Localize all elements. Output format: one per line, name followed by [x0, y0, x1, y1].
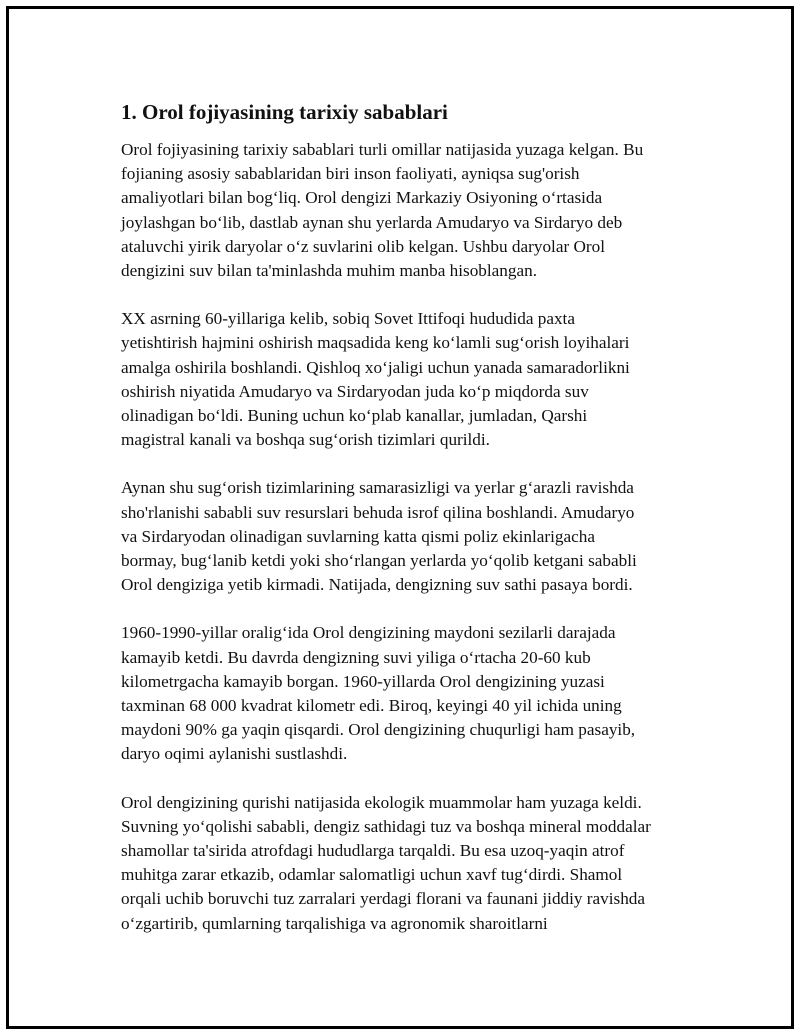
text-line: XX asrning 60-yillariga kelib, sobiq Sovet Ittifoqi hududida paxta [121, 309, 575, 329]
document-body [121, 97, 691, 960]
text-line: o‘zgartirib, qumlarning tarqalishiga va agronomik sharoitlarni [121, 913, 548, 933]
text-line: ataluvchi yirik daryolar o‘z suvlarini olib kelgan. Ushbu daryolar Orol [121, 236, 605, 256]
text-line: kamayib ketdi. Bu davrda dengizning suvi yiliga o‘rtacha 20-60 kub [121, 647, 591, 667]
paragraph-4 [121, 621, 691, 766]
text-line: Orol fojiyasining tarixiy sabablari turli omillar natijasida yuzaga kelgan. Bu [121, 140, 644, 159]
text-line: muhitga zarar etkazib, odamlar salomatligi uchun xavf tug‘dirdi. Shamol [121, 865, 623, 885]
text-line: taxminan 68 000 kvadrat kilometr edi. Biroq, keyingi 40 yil ichida uning [121, 696, 622, 716]
text-line: sho'rlanishi sababli suv resurslari behuda isrof qilina boshlandi. Amudaryo [121, 502, 635, 522]
text-line: 1960-1990-yillar oralig‘ida Orol dengizining maydoni sezilarli darajada [121, 623, 616, 643]
text-line: Aynan shu sug‘orish tizimlarining samarasizligi va yerlar g‘arazli ravishda [121, 478, 634, 498]
text-line: amaliyotlari bilan bog‘liq. Orol dengizi Markaziy Osiyoning o‘rtasida [121, 188, 603, 208]
text-line: va Sirdaryodan olinadigan suvlarning katta qismi poliz ekinlarigacha [121, 526, 595, 546]
text-line: olinadigan bo‘ldi. Buning uchun ko‘plab kanallar, jumladan, Qarshi [121, 406, 588, 426]
text-line: amalga oshirila boshlandi. Qishloq xo‘jaligi uchun yanada samaradorlikni [121, 357, 630, 377]
text-line: Orol dengizining qurishi natijasida ekologik muammolar ham yuzaga keldi. [121, 792, 642, 812]
document-heading: 1. Orol fojiyasining tarixiy sabablari [121, 100, 448, 124]
text-line: shamollar ta'sirida atrofdagi hududlarga tarqaldi. Bu esa uzoq-yaqin atrof [121, 841, 625, 861]
text-line: maydoni 90% ga yaqin qisqardi. Orol dengizining chuqurligi ham pasayib, [121, 720, 636, 740]
text-line: dengizini suv bilan ta'minlashda muhim manba hisoblangan. [121, 261, 537, 281]
text-line: orqali uchib boruvchi tuz zarralari yerdagi florani va faunani jiddiy ravishda [121, 889, 646, 909]
text-line: Suvning yo‘qolishi sababli, dengiz sathidagi tuz va boshqa mineral moddalar [121, 816, 651, 836]
text-line: yetishtirish hajmini oshirish maqsadida keng ko‘lamli sug‘orish loyihalari [121, 333, 630, 353]
text-line: joylashgan bo‘lib, dastlab aynan shu yerlarda Amudaryo va Sirdaryo deb [121, 212, 623, 232]
text-line: Orol dengiziga yetib kirmadi. Natijada, dengizning suv sathi pasaya bordi. [121, 575, 633, 595]
text-line: kilometrgacha kamayib borgan. 1960-yillarda Orol dengizining yuzasi [121, 671, 605, 691]
text-line: daryo oqimi aylanishi sustlashdi. [121, 744, 348, 764]
paragraph-1 [121, 138, 691, 283]
paragraph-5 [121, 791, 691, 936]
paragraph-3 [121, 476, 691, 597]
text-line: fojianing asosiy sabablaridan biri inson faoliyati, ayniqsa sug'orish [121, 164, 580, 184]
page-frame [6, 6, 794, 1029]
text-line: magistral kanali va boshqa sug‘orish tizimlari qurildi. [121, 430, 490, 450]
paragraph-2 [121, 307, 691, 452]
text-line: bormay, bug‘lanib ketdi yoki sho‘rlangan yerlarda yo‘qolib ketgani sababli [121, 551, 637, 571]
text-line: oshirish niyatida Amudaryo va Sirdaryodan juda ko‘p miqdorda suv [121, 381, 589, 401]
